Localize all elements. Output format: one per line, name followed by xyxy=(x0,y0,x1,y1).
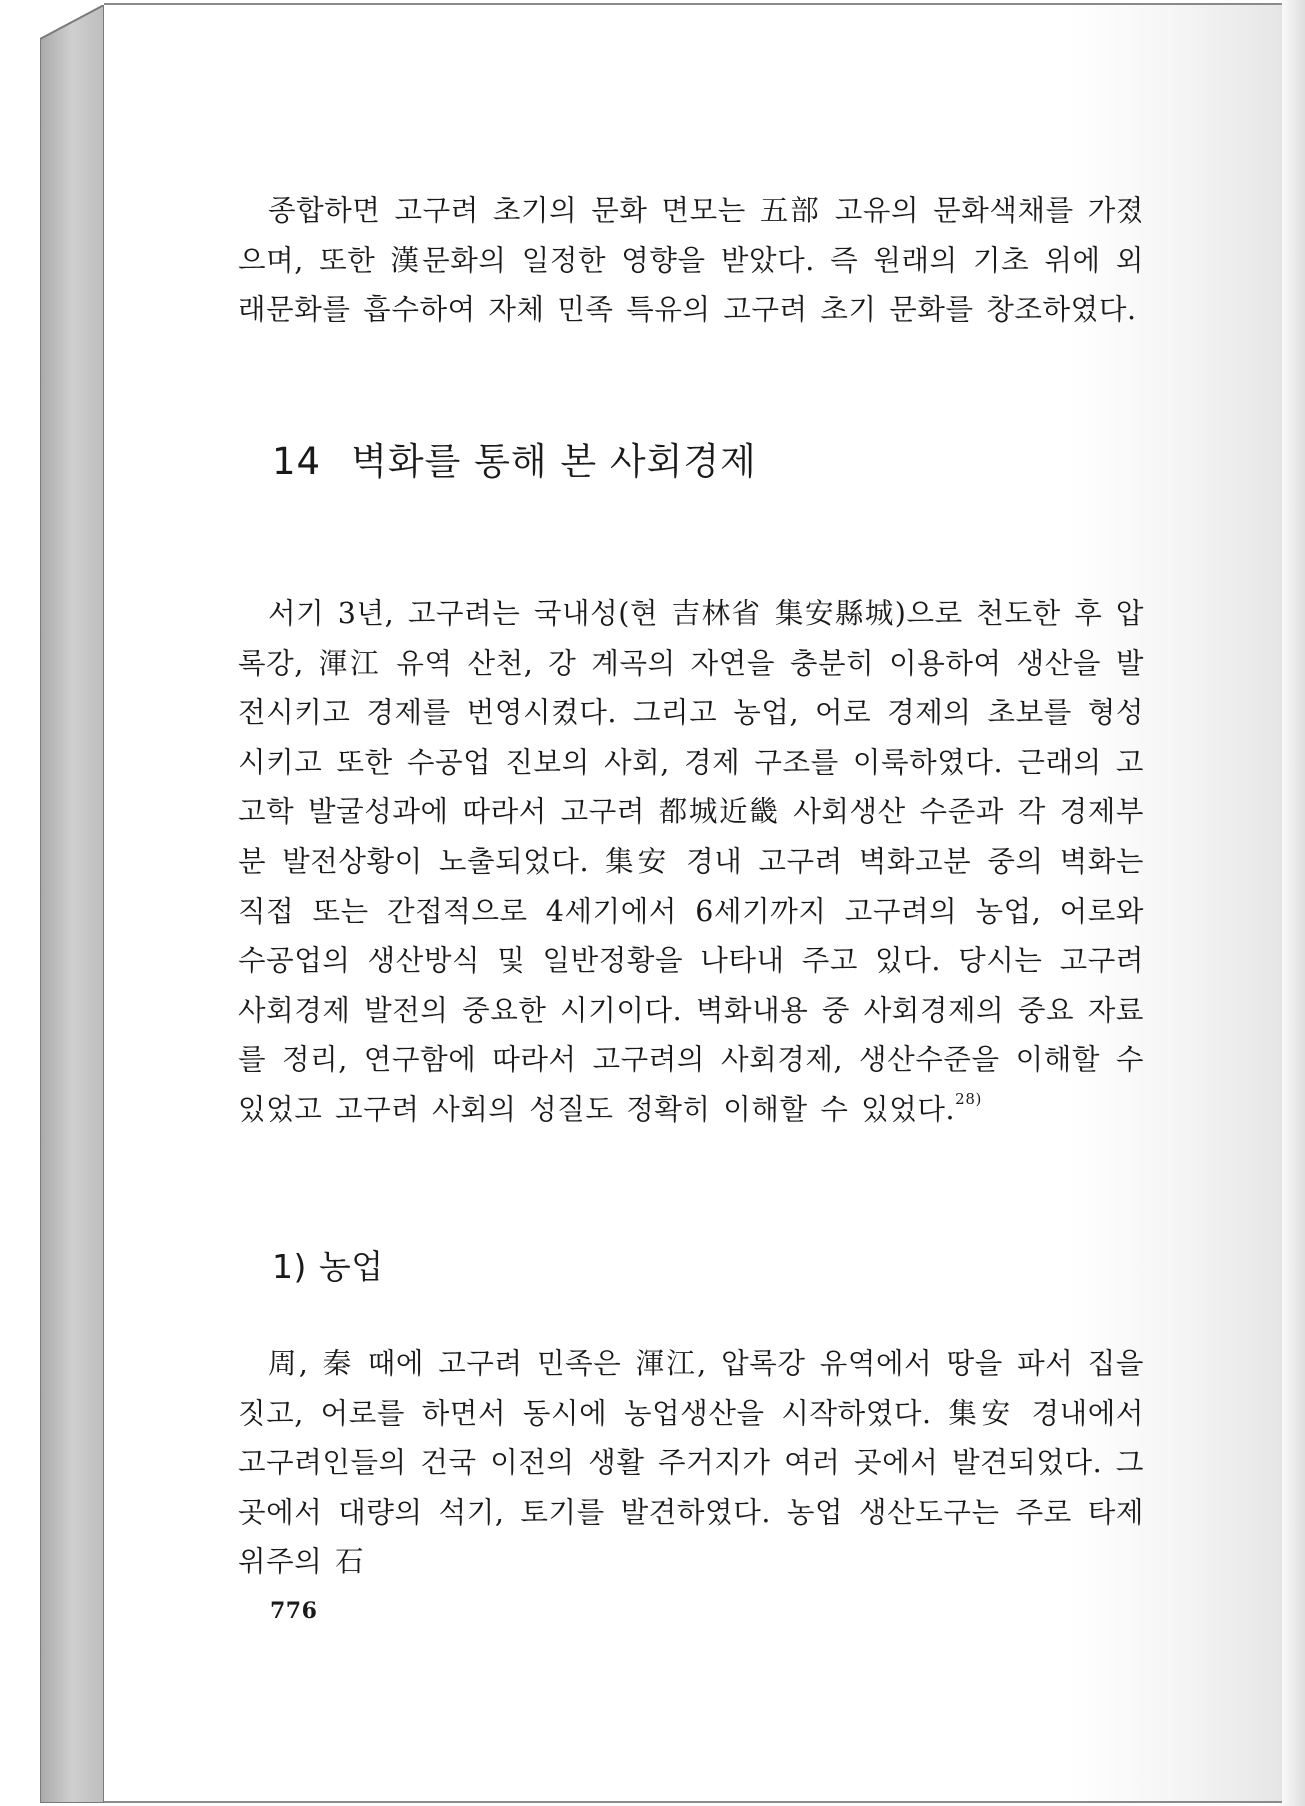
paragraph-section-14-text: 서기 3년, 고구려는 국내성(현 吉林省 集安縣城)으로 천도한 후 압록강, 渾江 유역 산천, 강 계곡의 자연을 충분히 이용하여 생산을 발전시키고 경제를 번영시켰다. 그리고 농업, 어로 경제의 초보를 형성시키고 또한 수공업 진보의 사회, 경제 구조를 이룩하였다. 근래의 고고학 발굴성과에 따라서 고구려 都城近畿 사회생산 수준과 각 경제부분 발전상황이 노출되었다. 集安 경내 고구려 벽화고분 중의 벽화는 직접 또는 간접적으로 4세기에서 6세기까지 고구려의 농업, 어로와 수공업의 생산방식 및 일반정황을 나타내 주고 있다. 당시는 고구려 사회경제 발전의 중요한 시기이다. 벽화내용 중 사회경제의 중요 자료를 정리, 연구함에 따라서 고구려의 사회경제, 생산수준을 이해할 수 있었고 고구려 사회의 성질도 정확히 이해할 수 있었다. xyxy=(238,597,1144,1126)
section-heading xyxy=(272,431,757,485)
page-right-shadow xyxy=(1277,0,1305,1806)
paragraph-agriculture-body: 周, 秦 때에 고구려 민족은 渾江, 압록강 유역에서 땅을 파서 집을 짓고, 어로를 하면서 동시에 농업생산을 시작하였다. 集安 경내에서 고구려인들의 건국 이전의 생활 주거지가 여러 곳에서 발견되었다. 그곳에서 대량의 석기, 토기를 발견하였다. 농업 생산도구는 주로 타제 위주의 石 xyxy=(238,1347,1144,1579)
subsection-title: 농업 xyxy=(318,1247,384,1286)
subsection-heading xyxy=(272,1241,384,1288)
page-number: 776 xyxy=(270,1598,318,1624)
book-spine-edge xyxy=(40,5,106,1803)
footnote-ref: 28) xyxy=(955,1090,982,1109)
section-title: 벽화를 통해 본 사회경제 xyxy=(351,440,757,483)
section-number: 14 xyxy=(272,440,322,483)
paragraph-intro-summary: 종합하면 고구려 초기의 문화 면모는 五部 고유의 문화색채를 가졌으며, 또한 漢문화의 일정한 영향을 받았다. 즉 원래의 기초 위에 외래문화를 흡수하여 자체 민족 특유의 고구려 초기 문화를 창조하였다. xyxy=(238,194,1144,327)
subsection-number: 1) xyxy=(272,1247,307,1286)
paragraph-section-14-body xyxy=(238,589,1144,1135)
book-edge-graphic xyxy=(40,5,106,1803)
